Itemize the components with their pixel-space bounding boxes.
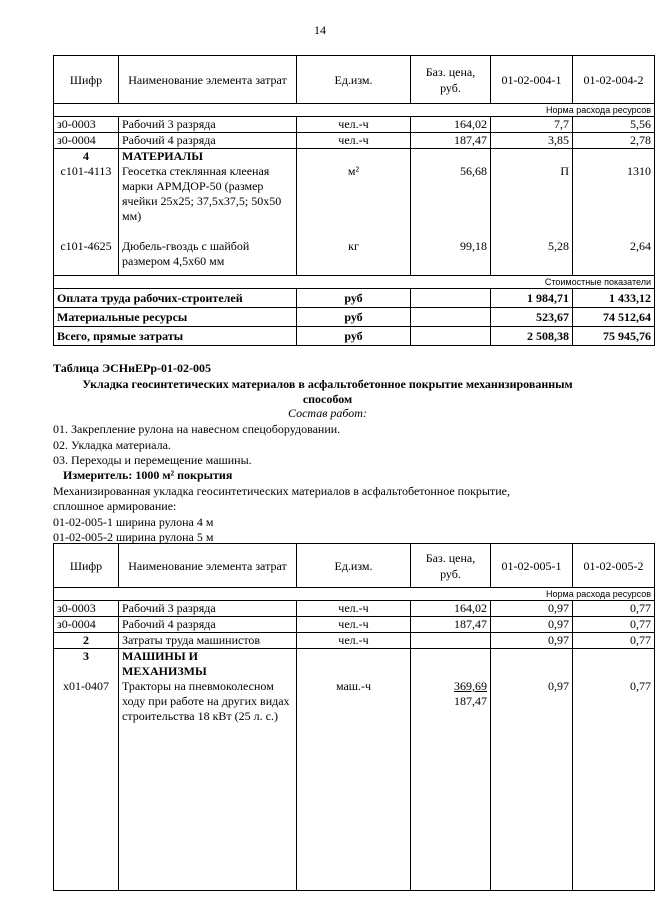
section-heading-line-1: Укладка геосинтетических материалов в асфальтобетонное покрытие механизированным — [82, 377, 573, 391]
material-code: с101-4113 — [60, 164, 112, 178]
table-title: Таблица ЭСНиЕРр-01-02-005 — [53, 361, 212, 375]
machine-code: х01-0407 — [63, 679, 109, 693]
row-unit: чел.-ч — [297, 601, 411, 617]
machinist-unit: чел.-ч — [297, 633, 411, 649]
row-price: 187,47 — [411, 617, 491, 633]
section-title: МАТЕРИАЛЫ — [122, 149, 203, 163]
row-value-2: 0,77 — [573, 601, 655, 617]
norm-label: Норма расхода ресурсов — [54, 588, 655, 601]
header-code: Шифр — [54, 56, 119, 104]
totals-row — [54, 308, 655, 327]
header-variant-1: 01-02-005-1 — [491, 544, 573, 588]
total-value-2: 75 945,76 — [573, 327, 655, 346]
variant-item: 01-02-005-1 ширина рулона 4 м — [53, 515, 214, 529]
materials-values-2 — [573, 149, 655, 276]
row-unit: чел.-ч — [297, 117, 411, 133]
material-unit: кг — [348, 239, 359, 253]
header-name: Наименование элемента затрат — [119, 56, 297, 104]
row-value-1: 0,97 — [491, 601, 573, 617]
materials-units — [297, 149, 411, 276]
machines-names — [119, 649, 297, 891]
row-value-2: 0,77 — [573, 617, 655, 633]
cost-label: Стоимостные показатели — [54, 276, 655, 289]
machines-prices — [411, 649, 491, 891]
materials-block — [54, 149, 655, 276]
material-price: 56,68 — [460, 164, 487, 178]
materials-names — [119, 149, 297, 276]
work-item: 02. Укладка материала. — [53, 438, 171, 452]
materials-codes — [54, 149, 119, 276]
material-price: 99,18 — [460, 239, 487, 253]
header-code: Шифр — [54, 544, 119, 588]
total-unit: руб — [297, 308, 411, 327]
norm-label: Норма расхода ресурсов — [54, 104, 655, 117]
machine-value-1: 0,97 — [548, 679, 569, 693]
material-name: Геосетка стеклянная клееная марки АРМДОР-50 (размер ячейки 25х25; 37,5х37,5; 50х50 мм) — [122, 164, 282, 223]
header-base-price: Баз. цена, руб. — [411, 56, 491, 104]
total-value-1: 2 508,38 — [491, 327, 573, 346]
row-name: Рабочий 3 разряда — [119, 601, 297, 617]
machines-values-1 — [491, 649, 573, 891]
section-heading-line-2: способом — [302, 392, 353, 406]
total-value-1: 523,67 — [491, 308, 573, 327]
row-value-2: 5,56 — [573, 117, 655, 133]
machines-block — [54, 649, 655, 891]
machinist-row — [54, 633, 655, 649]
machine-value-2: 0,77 — [630, 679, 651, 693]
material-value-2: 1310 — [627, 164, 651, 178]
table-row — [54, 133, 655, 149]
description-line-2: сплошное армирование: — [53, 499, 177, 513]
row-value-1: 7,7 — [491, 117, 573, 133]
material-value-2: 2,64 — [630, 239, 651, 253]
total-unit: руб — [297, 327, 411, 346]
header-unit: Ед.изм. — [297, 544, 411, 588]
row-price: 164,02 — [411, 117, 491, 133]
section-title: МАШИНЫ И МЕХАНИЗМЫ — [122, 649, 207, 678]
description-line-1: Механизированная укладка геосинтетических материалов в асфальтобетонное покрытие, — [53, 484, 510, 498]
machine-unit: маш.-ч — [335, 679, 372, 693]
row-name: Рабочий 4 разряда — [119, 617, 297, 633]
totals-row — [54, 289, 655, 308]
machines-values-2 — [573, 649, 655, 891]
machine-name: Тракторы на пневмоколесном ходу при работе на других видах строительства 18 кВт (25 л. с.) — [122, 679, 290, 723]
header-variant-2: 01-02-005-2 — [573, 544, 655, 588]
work-item: 01. Закрепление рулона на навесном спецоборудовании. — [53, 422, 341, 436]
section-number: 3 — [83, 649, 89, 663]
machine-price-2: 187,47 — [454, 694, 487, 708]
row-price: 164,02 — [411, 601, 491, 617]
row-unit: чел.-ч — [297, 617, 411, 633]
total-unit: руб — [297, 289, 411, 308]
row-value-2: 2,78 — [573, 133, 655, 149]
row-code: з0-0003 — [54, 117, 119, 133]
row-value-1: 0,97 — [491, 617, 573, 633]
total-name: Оплата труда рабочих-строителей — [54, 289, 297, 308]
table-row — [54, 117, 655, 133]
variant-item: 01-02-005-2 ширина рулона 5 м — [53, 530, 214, 544]
row-unit: чел.-ч — [297, 133, 411, 149]
machinist-name: Затраты труда машинистов — [119, 633, 297, 649]
material-value-1: П — [560, 164, 569, 178]
machines-units — [297, 649, 411, 891]
header-unit: Ед.изм. — [297, 56, 411, 104]
header-variant-2: 01-02-004-2 — [573, 56, 655, 104]
material-value-1: 5,28 — [548, 239, 569, 253]
machinist-value-1: 0,97 — [491, 633, 573, 649]
header-variant-1: 01-02-004-1 — [491, 56, 573, 104]
row-price: 187,47 — [411, 133, 491, 149]
totals-row — [54, 327, 655, 346]
table-row — [54, 601, 655, 617]
row-value-1: 3,85 — [491, 133, 573, 149]
total-value-2: 1 433,12 — [573, 289, 655, 308]
material-unit: м² — [347, 164, 360, 178]
machinist-number: 2 — [54, 633, 119, 649]
row-code: з0-0003 — [54, 601, 119, 617]
total-value-1: 1 984,71 — [491, 289, 573, 308]
works-label: Состав работ: — [288, 406, 367, 420]
row-name: Рабочий 3 разряда — [119, 117, 297, 133]
resource-table-01-02-005 — [53, 543, 655, 891]
work-item: 03. Переходы и перемещение машины. — [53, 453, 252, 467]
total-value-2: 74 512,64 — [573, 308, 655, 327]
meter-label: Измеритель: 1000 м² покрытия — [63, 468, 233, 482]
total-name: Всего, прямые затраты — [54, 327, 297, 346]
machines-codes — [54, 649, 119, 891]
materials-values-1 — [491, 149, 573, 276]
machinist-value-2: 0,77 — [573, 633, 655, 649]
total-name: Материальные ресурсы — [54, 308, 297, 327]
materials-prices — [411, 149, 491, 276]
header-name: Наименование элемента затрат — [119, 544, 297, 588]
material-code: с101-4625 — [60, 239, 112, 253]
row-code: з0-0004 — [54, 617, 119, 633]
header-base-price: Баз. цена, руб. — [411, 544, 491, 588]
material-name: Дюбель-гвоздь с шайбой размером 4,5х60 мм — [122, 239, 250, 268]
section-number: 4 — [83, 149, 89, 163]
resource-table-01-02-004 — [53, 55, 655, 346]
machine-price-1: 369,69 — [454, 679, 487, 693]
page-number: 14 — [314, 23, 326, 37]
table-row — [54, 617, 655, 633]
row-name: Рабочий 4 разряда — [119, 133, 297, 149]
row-code: з0-0004 — [54, 133, 119, 149]
